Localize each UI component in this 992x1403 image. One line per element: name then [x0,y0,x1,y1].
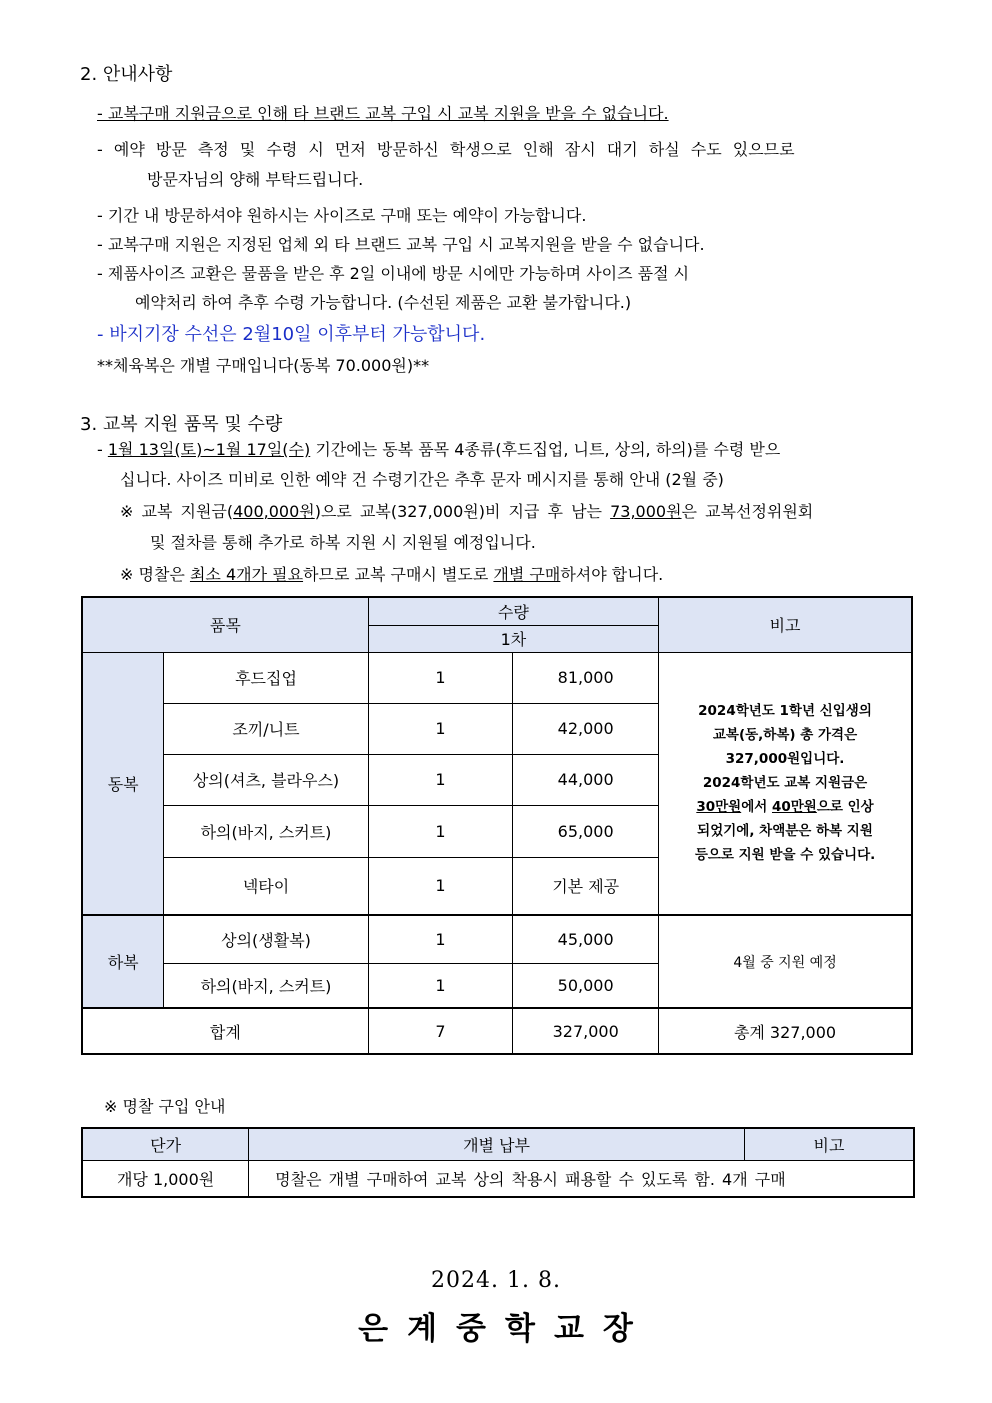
price-cell: 81,000 [513,652,659,703]
notice-item-4: - 교복구매 지원은 지정된 업체 외 타 브랜드 교복 구입 시 교복지원을 받을 수 없습니다. [97,235,705,254]
price-cell: 65,000 [513,805,659,857]
notice-item-2-line1: - 예약 방문 측정 및 수령 시 먼저 방문하신 학생으로 인해 잠시 대기 하실 수도 있으므로 [97,140,795,159]
header-round: 1차 [368,625,658,652]
old-amount: 30만원 [696,799,742,816]
support-note-2-e: 하셔야 합니다. [560,565,664,584]
winter-note [659,652,912,915]
nametag-header-pay: 개별 납부 [249,1128,745,1160]
item-cell: 하의(바지, 스커트) [164,963,368,1008]
winter-note-line [659,795,911,819]
price-cell: 44,000 [513,754,659,805]
notice-item-3: - 기간 내 방문하셔야 원하시는 사이즈로 구매 또는 예약이 가능합니다. [97,206,587,225]
header-note: 비고 [659,597,912,652]
support-note-2-a: ※ 명찰은 [120,565,190,584]
nametag-table [81,1127,915,1198]
notice-item-7: **체육복은 개별 구매입니다(동복 70.000원)** [97,356,430,375]
qty-cell: 1 [368,805,513,857]
school-principal-signature: 은계중학교장 [358,1311,652,1347]
nametag-price: 개당 1,000원 [82,1160,249,1197]
total-row [82,1008,912,1054]
qty-cell: 1 [368,963,513,1008]
support-note-1-line2: 및 절차를 통해 추가로 하복 지원 시 지원될 예정입니다. [150,533,536,552]
header-item: 품목 [82,597,368,652]
winter-note-line: 2024학년도 교복 지원금은 [702,775,868,792]
qty-cell: 1 [368,754,513,805]
notice-item-1 [97,101,669,124]
item-cell: 상의(셔츠, 블라우스) [164,754,368,805]
price-cell: 기본 제공 [513,857,659,915]
total-qty: 7 [368,1008,513,1054]
winter-note-line: 교복(동,하복) 총 가격은 [712,727,858,744]
section3-dash: - [97,440,108,459]
summer-label: 하복 [82,915,164,1008]
item-cell: 조끼/니트 [164,703,368,754]
section3-line1-rest: 기간에는 동복 품목 4종류(후드집업, 니트, 상의, 하의)를 수령 받으 [310,440,781,459]
support-note-1-c: )으로 교복(327,000원)비 지급 후 남는 [314,502,611,521]
document-date: 2024. 1. 8. [431,1268,561,1293]
qty-cell: 1 [368,652,513,703]
nametag-header-note: 비고 [744,1128,914,1160]
table-row [82,652,912,703]
qty-cell: 1 [368,703,513,754]
section3-line1 [97,437,780,460]
support-note-1 [120,499,813,522]
header-qty: 수량 [368,597,658,625]
section3-line2: 십니다. 사이즈 미비로 인한 예약 건 수령기간은 추후 문자 메시지를 통해 안내 (2월 중) [120,470,724,489]
total-price: 327,000 [513,1008,659,1054]
winter-note-line: 되었기에, 차액분은 하복 지원 [697,823,873,840]
support-note-1-a: ※ 교복 지원금( [120,502,234,521]
section2-title: 2. 안내사항 [80,64,173,85]
pickup-dates: 1월 13일(토)~1월 17일(수) [107,440,311,459]
notice-item-2-line2: 방문자님의 양해 부탁드립니다. [147,170,364,189]
support-amount: 400,000원 [233,502,315,521]
winter-label: 동복 [82,652,164,915]
support-note-2-c: 하므로 교복 구매시 별도로 [303,565,494,584]
qty-cell: 1 [368,915,513,963]
section3-title: 3. 교복 지원 품목 및 수량 [80,414,283,435]
winter-note-line: 등으로 지원 받을 수 있습니다. [694,847,876,864]
item-cell: 하의(바지, 스커트) [164,805,368,857]
winter-note-line: 2024학년도 1학년 신입생의 [698,703,872,720]
winter-note-text: 으로 인상 [816,799,874,816]
summer-note: 4월 중 지원 예정 [659,915,912,1008]
winter-note-line: 327,000원입니다. [725,751,845,768]
nametag-header-price: 단가 [82,1128,249,1160]
notice-item-5-line2: 예약처리 하여 추후 수령 가능합니다. (수선된 제품은 교환 불가합니다.) [135,293,632,312]
item-cell: 상의(생활복) [164,915,368,963]
qty-cell: 1 [368,857,513,915]
nametag-desc: 명찰은 개별 구매하여 교복 상의 착용시 패용할 수 있도록 함. 4개 구매 [249,1160,914,1197]
total-note: 총계 327,000 [659,1008,912,1054]
support-note-1-e: 은 교복선정위원회 [681,502,814,521]
table-row [82,915,912,963]
notice-item-5-line1: - 제품사이즈 교환은 물품을 받은 후 2일 이내에 방문 시에만 가능하며 사이즈 품절 시 [97,264,690,283]
price-cell: 45,000 [513,915,659,963]
new-amount: 40만원 [771,799,817,816]
nametag-title: ※ 명찰 구입 안내 [104,1097,226,1116]
remaining-amount: 73,000원 [610,502,682,521]
uniform-table [81,596,913,1055]
notice-item-1-text: - 교복구매 지원금으로 인해 타 브랜드 교복 구입 시 교복 지원을 받을 수 없습니다. [97,104,669,123]
nametag-minimum: 최소 4개가 필요 [189,565,304,584]
total-label: 합계 [82,1008,368,1054]
item-cell: 후드집업 [164,652,368,703]
notice-item-6-highlight: - 바지기장 수선은 2월10일 이후부터 가능합니다. [97,324,486,345]
support-note-2 [120,562,663,585]
price-cell: 50,000 [513,963,659,1008]
winter-note-text: 에서 [741,799,772,816]
item-cell: 넥타이 [164,857,368,915]
separate-purchase: 개별 구매 [493,565,561,584]
price-cell: 42,000 [513,703,659,754]
